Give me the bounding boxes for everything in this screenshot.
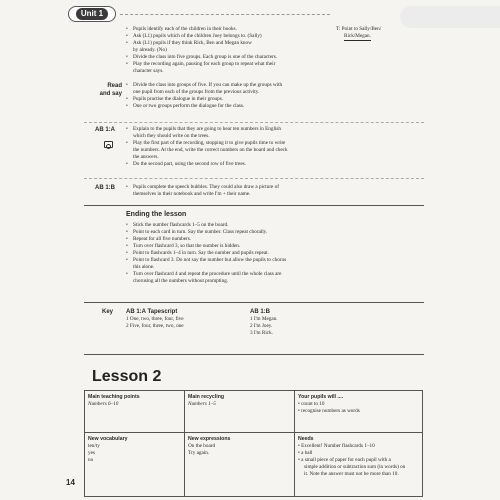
needs-item: • a small piece of paper for each pupil with a <box>298 457 391 464</box>
section-divider <box>84 122 424 123</box>
key-line: 2 Five, four, three, two, one <box>126 323 184 330</box>
main-points-cell <box>85 391 185 433</box>
main-points-header: Main teaching points <box>88 394 140 400</box>
recycling-value: Numbers 1–5 <box>188 401 216 408</box>
vocabulary-cell <box>85 433 185 497</box>
teacher-note <box>336 26 406 41</box>
key-line: 1 One, two, three, four, five <box>126 316 184 323</box>
list-item: • Point to flashcards 1–4 in turn. Say the number and pupils repeat. <box>126 250 396 257</box>
list-item: • Stick the number flashcards 1–5 on the board. <box>126 222 396 229</box>
ab1a-label: AB 1:A <box>95 127 116 133</box>
list-item: • Ask (L1) pupils if they think Rick, Ben and Megan know by already. (No) <box>126 40 336 54</box>
section-rule <box>84 205 424 206</box>
ab1b-activity <box>126 184 396 198</box>
section-rule <box>84 302 424 303</box>
pupils-item: • count to 10 <box>298 401 325 408</box>
ab1b-label: AB 1:B <box>95 185 116 191</box>
list-item: • Play the first part of the recording, stopping it to give pupils time to write the numbers. At the end, write the correct numbers on the board and check the answers. <box>126 140 396 161</box>
list-item: • Divide the class into groups of five. If you can make up the groups with one pupil from each of the groups from the previous activity. <box>126 82 396 96</box>
expressions-header: New expressions <box>188 436 231 442</box>
vocabulary-item: yes <box>88 450 95 457</box>
header-dotted-rule <box>120 14 330 15</box>
needs-item: it. Note the answer must not be more than 10. <box>304 471 399 478</box>
pupils-cell <box>295 391 423 433</box>
ab1a-activity <box>126 126 396 168</box>
list-item: • Do the second part, using the second row of five trees. <box>126 161 396 168</box>
section-rule <box>84 354 424 355</box>
main-points-value: Numbers 6–10 <box>88 401 119 408</box>
key-line: 3 I'm Rick. <box>250 330 273 337</box>
needs-cell <box>295 433 423 497</box>
needs-item: simple addition or subtraction sum (in words) on <box>304 464 406 471</box>
read-and-say-label: Read and say <box>99 83 122 98</box>
ending-heading: Ending the lesson <box>126 211 187 218</box>
pupils-item: • recognise numbers as words <box>298 408 360 415</box>
list-item: • Explain to the pupils that they are going to hear ten numbers in English which they should write on the trees. <box>126 126 396 140</box>
teacher-note-line: Rick/Megan. <box>344 33 371 41</box>
unit-tab <box>68 6 116 22</box>
expressions-item: On the board <box>188 443 216 450</box>
list-item: • Ask (L1) pupils which of the children Joey belongs to. (Sally) <box>126 33 336 40</box>
list-item: • Point to flashcard 3. Do not say the number but allow the pupils to chorus this alone. <box>126 257 396 271</box>
list-item: • Pupils complete the speech bubbles. They could also draw a picture of themselves in their notebook and write I'm + their name. <box>126 184 396 198</box>
key-ab1b <box>250 308 370 337</box>
read-and-say-activity <box>126 82 396 110</box>
page-number: 14 <box>66 478 75 487</box>
needs-item: • Excellent! Number flashcards 1–10 <box>298 443 375 450</box>
recycling-header: Main recycling <box>188 394 225 400</box>
list-item: • One or two groups perform the dialogue for the class. <box>126 103 396 110</box>
key-line: 2 I'm Joey. <box>250 323 273 330</box>
recycling-cell <box>185 391 295 433</box>
key-line: 1 I'm Megan. <box>250 316 278 323</box>
list-item: • Pupils identify each of the children in their books. <box>126 26 336 33</box>
list-item: • Turn over flashcard 4 and repeat the procedure until the whole class are chorusing all the numbers without prompting. <box>126 271 396 285</box>
pupils-header: Your pupils will .... <box>298 394 344 400</box>
section-divider <box>84 178 424 179</box>
key-ab1b-title: AB 1:B <box>250 309 271 315</box>
key-label: Key <box>102 309 114 315</box>
cd-icon <box>104 141 113 148</box>
needs-item: • a ball <box>298 450 313 457</box>
list-item: • Play the recording again, pausing for each group to repeat what their character says. <box>126 61 336 75</box>
list-item: • Divide the class into five groups. Each group is one of the characters. <box>126 54 336 61</box>
header-tab-shape <box>400 6 500 28</box>
needs-header: Needs <box>298 436 314 442</box>
vocabulary-item: ten/ty <box>88 443 100 450</box>
list-item: • Pupils practise the dialogue in their groups. <box>126 96 396 103</box>
vocabulary-item: no <box>88 457 94 464</box>
vocabulary-header: New vocabulary <box>88 436 128 442</box>
teacher-note-line: T: Point to Sally/Ben/ <box>336 26 382 32</box>
expressions-cell <box>185 433 295 497</box>
list-item: • Point to each card in turn. Say the number. Class repeat chorally. <box>126 229 396 236</box>
ending-activity <box>126 222 396 285</box>
list-item: • Turn over flashcard 3, so that the number is hidden. <box>126 243 396 250</box>
key-ab1a-title: AB 1:A Tapescript <box>126 309 178 315</box>
expressions-item: Try again. <box>188 450 210 457</box>
unit-tab-label: Unit 1 <box>76 8 108 21</box>
list-item: • Repeat for all five numbers. <box>126 236 396 243</box>
key-ab1a <box>126 308 246 330</box>
lesson-overview-table <box>84 390 423 497</box>
lesson-title: Lesson 2 <box>92 368 162 385</box>
intro-activity <box>126 26 336 75</box>
